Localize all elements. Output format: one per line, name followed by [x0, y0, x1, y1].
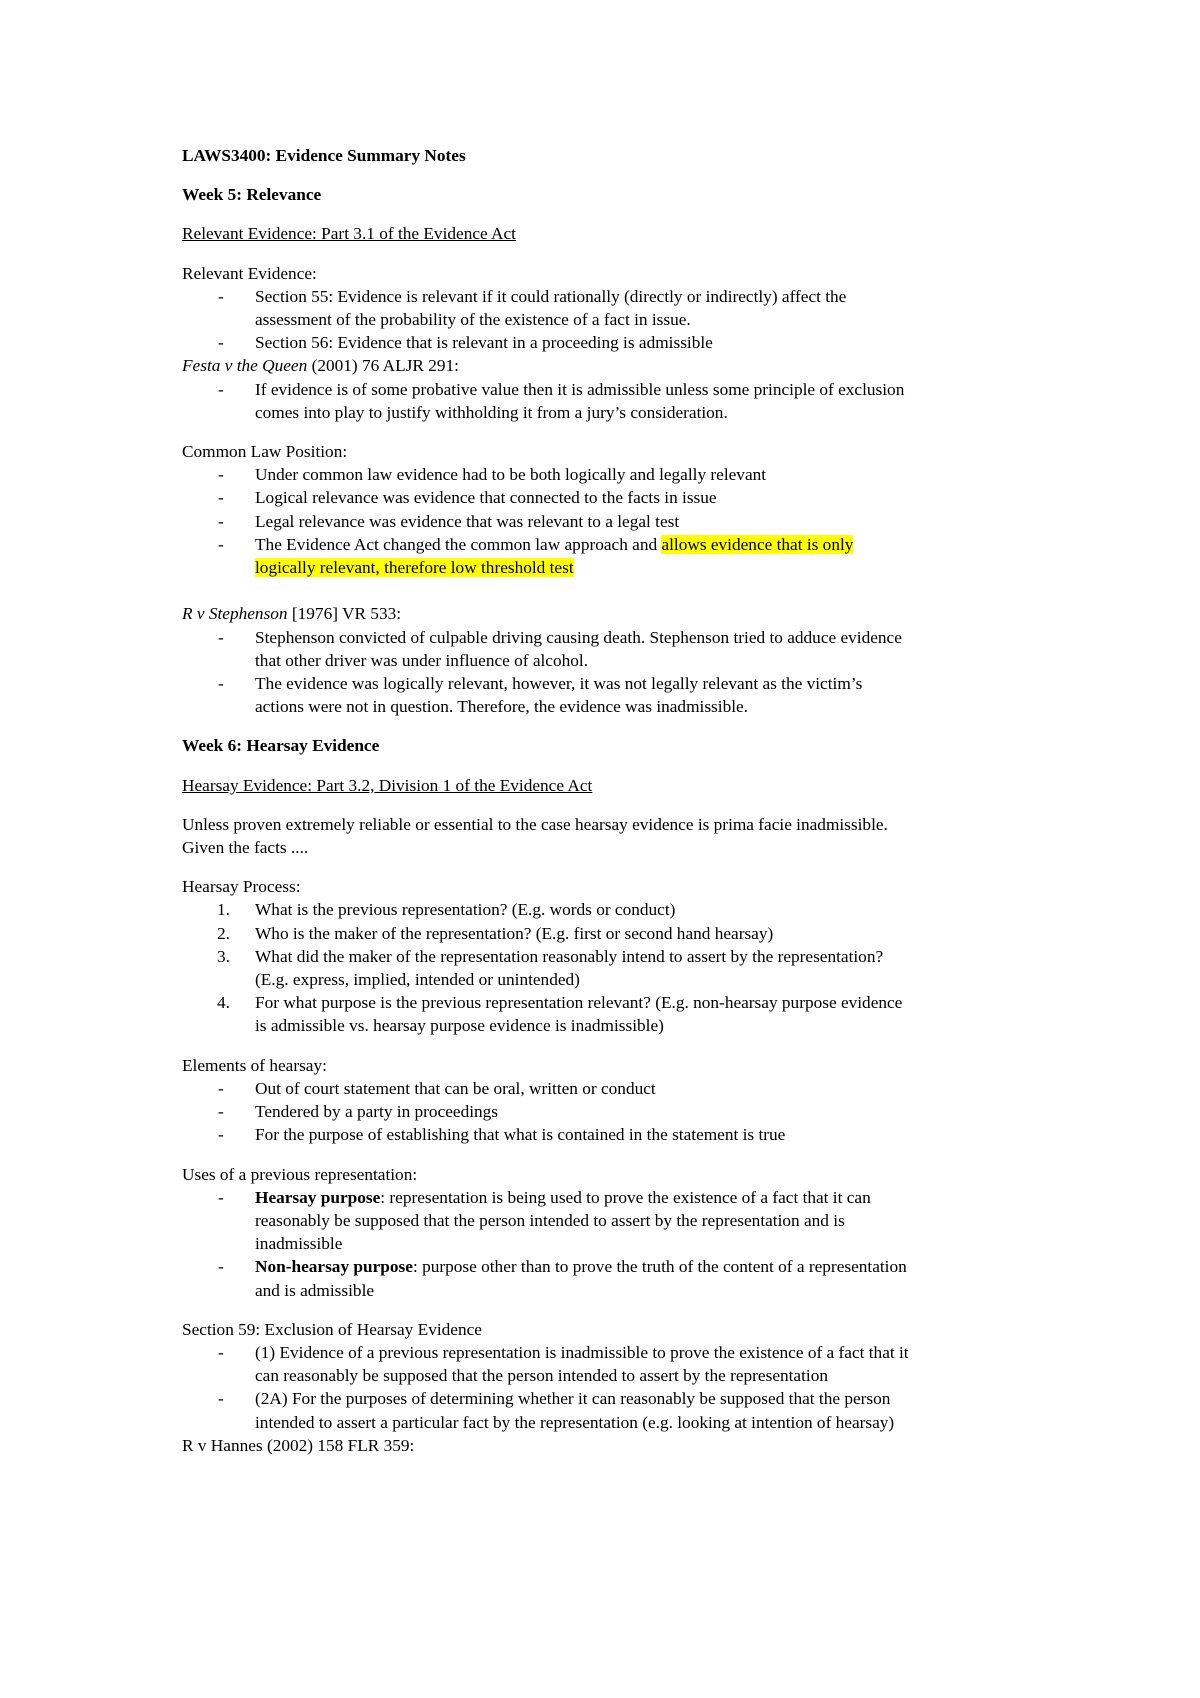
dash-marker: -	[218, 627, 224, 647]
list-item	[182, 1100, 1042, 1123]
list-item-text: can reasonably be supposed that the person intended to assert by the representation	[255, 1366, 828, 1386]
list-item-text: comes into play to justify withholding it from a jury’s consideration.	[255, 402, 728, 422]
hearsay-intro-line: Given the facts ....	[182, 838, 309, 858]
list-item	[182, 1255, 1042, 1301]
list-item-text: Tendered by a party in proceedings	[255, 1102, 499, 1122]
list-item-text	[255, 533, 1042, 556]
uses-list	[182, 1186, 1042, 1302]
list-item	[182, 898, 1042, 921]
dash-marker: -	[218, 1125, 224, 1145]
stephenson-case-list	[182, 626, 1042, 719]
dash-marker: -	[218, 1389, 224, 1409]
list-item-text: actions were not in question. Therefore, the evidence was inadmissible.	[255, 697, 749, 717]
list-item	[182, 378, 1042, 424]
list-item-text	[255, 1255, 1042, 1278]
list-item-text: intended to assert a particular fact by the representation (e.g. looking at intention of hearsay)	[255, 1412, 895, 1432]
relevant-evidence-list	[182, 285, 1042, 355]
case-name: R v Stephenson	[182, 604, 288, 624]
term: Non-hearsay purpose	[255, 1257, 413, 1277]
list-item-text: Section 56: Evidence that is relevant in a proceeding is admissible	[255, 333, 713, 353]
number-marker: 3.	[217, 946, 230, 966]
list-item-text: Logical relevance was evidence that connected to the facts in issue	[255, 488, 717, 508]
list-item-text: inadmissible	[255, 1234, 343, 1254]
week5-heading: Week 5: Relevance	[182, 185, 322, 205]
list-item	[182, 991, 1042, 1037]
list-item	[182, 626, 1042, 672]
list-item	[182, 1123, 1042, 1146]
list-item	[182, 922, 1042, 945]
dash-marker: -	[218, 1187, 224, 1207]
section59-list	[182, 1341, 1042, 1434]
list-item-text: (2A) For the purposes of determining whether it can reasonably be supposed that the person	[255, 1389, 891, 1409]
elements-list	[182, 1077, 1042, 1147]
list-item	[182, 1077, 1042, 1100]
dash-marker: -	[218, 379, 224, 399]
list-item-text	[255, 556, 1042, 579]
list-item-text: reasonably be supposed that the person intended to assert by the representation and is	[255, 1210, 845, 1230]
case-citation: (2001) 76 ALJR 291:	[307, 356, 459, 376]
festa-case-heading	[182, 354, 1042, 377]
list-item-text: The evidence was logically relevant, however, it was not legally relevant as the victim’s	[255, 674, 863, 694]
dash-marker: -	[218, 488, 224, 508]
dash-marker: -	[218, 286, 224, 306]
case-citation: [1976] VR 533:	[287, 604, 402, 624]
list-item	[182, 672, 1042, 718]
document-page	[182, 144, 1042, 1457]
list-item-text: Under common law evidence had to be both logically and legally relevant	[255, 465, 767, 485]
elements-label: Elements of hearsay:	[182, 1055, 327, 1075]
relevant-evidence-label: Relevant Evidence:	[182, 263, 317, 283]
dash-marker: -	[218, 1078, 224, 1098]
list-item	[182, 1186, 1042, 1256]
list-item-text: For the purpose of establishing that what is contained in the statement is true	[255, 1125, 786, 1145]
week5-subheading: Relevant Evidence: Part 3.1 of the Evidence Act	[182, 224, 516, 244]
number-marker: 1.	[217, 900, 230, 920]
common-law-label: Common Law Position:	[182, 442, 348, 462]
week6-subheading: Hearsay Evidence: Part 3.2, Division 1 of the Evidence Act	[182, 775, 593, 795]
list-item-text: For what purpose is the previous representation relevant? (E.g. non-hearsay purpose evidence	[255, 993, 903, 1013]
hearsay-process-label: Hearsay Process:	[182, 877, 301, 897]
list-item-text: is admissible vs. hearsay purpose evidence is inadmissible)	[255, 1016, 664, 1036]
dash-marker: -	[218, 1257, 224, 1277]
common-law-list	[182, 463, 1042, 579]
stephenson-case-heading	[182, 602, 1042, 625]
hannes-case-heading: R v Hannes (2002) 158 FLR 359:	[182, 1435, 415, 1455]
list-item-text: that other driver was under influence of alcohol.	[255, 650, 589, 670]
dash-marker: -	[218, 511, 224, 531]
hearsay-process-list	[182, 898, 1042, 1037]
dash-marker: -	[218, 1102, 224, 1122]
list-item-text: What did the maker of the representation reasonably intend to assert by the representation?	[255, 946, 884, 966]
list-item-text	[255, 1186, 1042, 1209]
number-marker: 4.	[217, 993, 230, 1013]
dash-marker: -	[218, 1342, 224, 1362]
definition-text: : purpose other than to prove the truth of the content of a representation	[412, 1257, 907, 1277]
section59-label: Section 59: Exclusion of Hearsay Evidence	[182, 1319, 482, 1339]
list-item-text: Who is the maker of the representation? (E.g. first or second hand hearsay)	[255, 923, 774, 943]
document-title: LAWS3400: Evidence Summary Notes	[182, 146, 466, 165]
dash-marker: -	[218, 333, 224, 353]
list-item	[182, 1387, 1042, 1433]
dash-marker: -	[218, 465, 224, 485]
highlighted-text: logically relevant, therefore low threshold test	[255, 558, 574, 578]
list-item	[182, 510, 1042, 533]
list-item-text: Stephenson convicted of culpable driving causing death. Stephenson tried to adduce evidence	[255, 627, 902, 647]
dash-marker: -	[218, 674, 224, 694]
list-item-text: What is the previous representation? (E.g. words or conduct)	[255, 900, 676, 920]
term: Hearsay purpose	[255, 1187, 381, 1207]
list-item-text: If evidence is of some probative value then it is admissible unless some principle of exclusion	[255, 379, 905, 399]
festa-case-list	[182, 378, 1042, 424]
uses-label: Uses of a previous representation:	[182, 1164, 418, 1184]
list-item	[182, 285, 1042, 331]
hearsay-intro-line: Unless proven extremely reliable or essential to the case hearsay evidence is prima facie inadmissible.	[182, 814, 888, 834]
list-item-text: Out of court statement that can be oral, written or conduct	[255, 1078, 656, 1098]
list-item	[182, 945, 1042, 991]
number-marker: 2.	[217, 923, 230, 943]
list-item	[182, 331, 1042, 354]
list-item-text: Section 55: Evidence is relevant if it could rationally (directly or indirectly) affect the	[255, 286, 847, 306]
highlighted-text: allows evidence that is only	[661, 534, 854, 554]
list-item-text: assessment of the probability of the existence of a fact in issue.	[255, 310, 691, 330]
dash-marker: -	[218, 534, 224, 554]
list-item-text: (1) Evidence of a previous representation is inadmissible to prove the existence of a fact that it	[255, 1342, 909, 1362]
list-item	[182, 1341, 1042, 1387]
week6-heading: Week 6: Hearsay Evidence	[182, 736, 380, 756]
list-item-text: and is admissible	[255, 1280, 375, 1300]
list-item	[182, 486, 1042, 509]
list-item-text: (E.g. express, implied, intended or unintended)	[255, 970, 580, 990]
case-name: Festa v the Queen	[182, 356, 308, 376]
plain-text: The Evidence Act changed the common law approach and	[255, 534, 662, 554]
list-item-text: Legal relevance was evidence that was relevant to a legal test	[255, 511, 680, 531]
list-item	[182, 533, 1042, 579]
definition-text: : representation is being used to prove the existence of a fact that it can	[380, 1187, 871, 1207]
list-item	[182, 463, 1042, 486]
